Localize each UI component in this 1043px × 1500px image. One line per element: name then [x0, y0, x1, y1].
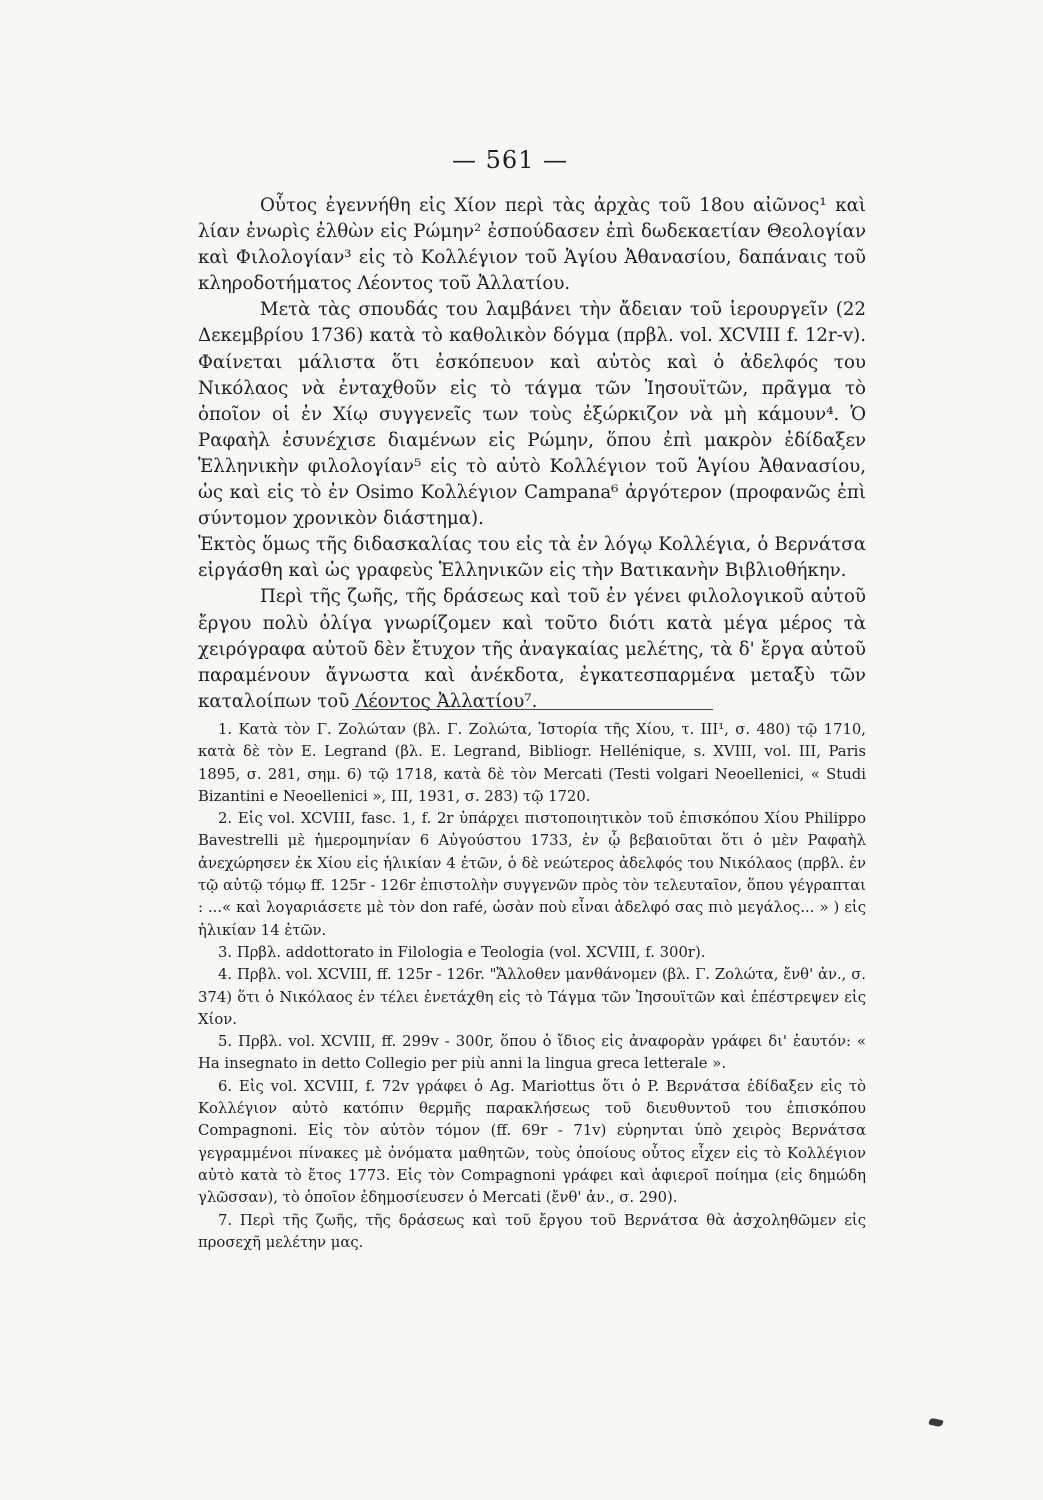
footnote-6: 6. Εἰς vol. XCVIII, f. 72v γράφει ὁ Ag. Mariottus ὅτι ὁ P. Βερνάτσα ἐδίδαξεν εἰς τὸ Κολλέγιον αὐτὸ κατόπιν θερμῆς παρακλήσεως τοῦ διευθυντοῦ του ἐπισκόπου Compagnoni. Εἰς τὸν αὐτὸν τόμον (ff. 69r - 71v) εὑρηνται ὑπὸ χειρὸς Βερνάτσα γεγραμμένοι πίνακες μὲ ὀνόματα μαθητῶν, τοὺς ὁποίους οὗτος εἶχεν εἰς τὸ Κολλέγιον αὐτὸ κατὰ τὸ ἔτος 1773. Εἰς τὸν Compagnoni γράφει καὶ ἀφιεροῖ ποίημα (εἰς δημώδη γλῶσσαν), τὸ ὁποῖον ἐδημοσίευσεν ὁ Mercati (ἔνθ' ἀν., σ. 290). [198, 1077, 866, 1207]
footnotes [198, 719, 866, 1254]
page-number: — 561 — [451, 146, 569, 174]
footnote-1: 1. Κατὰ τὸν Γ. Ζολώταν (βλ. Γ. Ζολώτα, Ἱστορία τῆς Χίου, τ. III¹, σ. 480) τῷ 1710, κατὰ δὲ τὸν E. Legrand (βλ. E. Legrand, Bibliogr. Hellénique, s. XVIII, vol. III, Paris 1895, σ. 281, σημ. 6) τῷ 1718, κατὰ δὲ τὸν Mercati (Testi volgari Neoellenici, « Studi Bizantini e Neoellenici », III, 1931, σ. 283) τῷ 1720. [198, 721, 866, 805]
paragraph-3: Ἐκτὸς ὅμως τῆς διδασκαλίας του εἰς τὰ ἐν λόγῳ Κολλέγια, ὁ Βερνάτσα εἰργάσθη καὶ ὡς γραφεὺς Ἑλληνικῶν εἰς τὴν Βατικανὴν Βιβλιοθήκην. [198, 534, 866, 582]
footnote-separator [352, 709, 713, 710]
ink-mark [928, 1418, 943, 1428]
footnote-2: 2. Εἰς vol. XCVIII, fasc. 1, f. 2r ὑπάρχει πιστοποιητικὸν τοῦ ἐπισκόπου Χίου Philippo Bavestrelli μὲ ἡμερομηνίαν 6 Αὐγούστου 1733, ἐν ᾧ βεβαιοῦται ὅτι ὁ μὲν Ραφαὴλ ἀνεχώρησεν ἐκ Χίου εἰς ἡλικίαν 4 ἐτῶν, ὁ δὲ νεώτερος ἀδελφός του Νικόλαος (πρβλ. ἐν τῷ αὐτῷ τόμῳ ff. 125r - 126r ἐπιστολὴν συγγενῶν πρὸς τὸν τελευταῖον, ὅπου γέγραπται : ...« καὶ λογαριάσετε μὲ τὸν don rafé, ὡσὰν ποὺ εἶναι ἀδελφό σας πιὸ μεγάλος... » ) εἰς ἡλικίαν 14 ἐτῶν. [198, 810, 866, 939]
paragraph-2: Μετὰ τὰς σπουδάς του λαμβάνει τὴν ἄδειαν τοῦ ἱερουργεῖν (22 Δεκεμβρίου 1736) κατὰ τὸ καθολικὸν δόγμα (πρβλ. vol. XCVIII f. 12r-v). Φαίνεται μάλιστα ὅτι ἐσκόπευον καὶ αὐτὸς καὶ ὁ ἀδελφός του Νικόλαος νὰ ἐνταχθοῦν εἰς τὸ τάγμα τῶν Ἰησουϊτῶν, πρᾶγμα τὸ ὁποῖον οἱ ἐν Χίῳ συγγενεῖς των τοὺς ἐξώρκιζον νὰ μὴ κάμουν⁴. Ὁ Ραφαὴλ ἐσυνέχισε διαμένων εἰς Ρώμην, ὅπου ἐπὶ μακρὸν ἐδίδαξεν Ἑλληνικὴν φιλολογίαν⁵ εἰς τὸ αὐτὸ Κολλέγιον τοῦ Ἁγίου Ἀθανασίου, ὡς καὶ εἰς τὸ ἐν Osimo Κολλέγιον Campana⁶ ἀργότερον (προφανῶς ἐπὶ σύντομον χρονικὸν διάστημα). [198, 299, 866, 530]
footnote-4: 4. Πρβλ. vol. XCVIII, ff. 125r - 126r. "Ἄλλοθεν μανθάνομεν (βλ. Γ. Ζολώτα, ἔνθ' ἀν., σ. 374) ὅτι ὁ Νικόλαος ἐν τέλει ἐνετάχθη εἰς τὸ Τάγμα τῶν Ἰησουϊτῶν καὶ ἐπέστρεψεν εἰς Χίον. [198, 966, 866, 1028]
footnote-7: 7. Περὶ τῆς ζωῆς, τῆς δράσεως καὶ τοῦ ἔργου τοῦ Βερνάτσα θὰ ἀσχοληθῶμεν εἰς προσεχῆ μελέτην μας. [198, 1211, 866, 1251]
footnote-3: 3. Πρβλ. addottorato in Filologia e Teologia (vol. XCVIII, f. 300r). [218, 943, 706, 961]
paragraph-1: Οὗτος ἐγεννήθη εἰς Χίον περὶ τὰς ἀρχὰς τοῦ 18ου αἰῶνος¹ καὶ λίαν ἐνωρὶς ἐλθὼν εἰς Ρώμην² ἐσπούδασεν ἐπὶ δωδεκαετίαν Θεολογίαν καὶ Φιλολογίαν³ εἰς τὸ Κολλέγιον τοῦ Ἁγίου Ἀθανασίου, δαπάναις τοῦ κληροδοτήματος Λέοντος τοῦ Ἀλλατίου. [198, 195, 866, 295]
paragraph-4: Περὶ τῆς ζωῆς, τῆς δράσεως καὶ τοῦ ἐν γένει φιλολογικοῦ αὐτοῦ ἔργου πολὺ ὀλίγα γνωρίζομεν καὶ τοῦτο διότι κατὰ μέγα μέρος τὰ χειρόγραφα αὐτοῦ δὲν ἔτυχον τῆς ἀναγκαίας μελέτης, τὰ δ' ἔργα αὐτοῦ παραμένουν ἄγνωστα καὶ ἀνέκδοτα, ἐγκατεσπαρμένα μεταξὺ τῶν καταλοίπων τοῦ Λέοντος Ἀλλατίου⁷. [198, 586, 866, 712]
footnote-5: 5. Πρβλ. vol. XCVIII, ff. 299v - 300r, ὅπου ὁ ἴδιος εἰς ἀναφορὰν γράφει δι' ἑαυτόν: « Ha insegnato in detto Collegio per più anni la lingua greca letterale ». [198, 1033, 866, 1073]
main-text [198, 193, 866, 715]
